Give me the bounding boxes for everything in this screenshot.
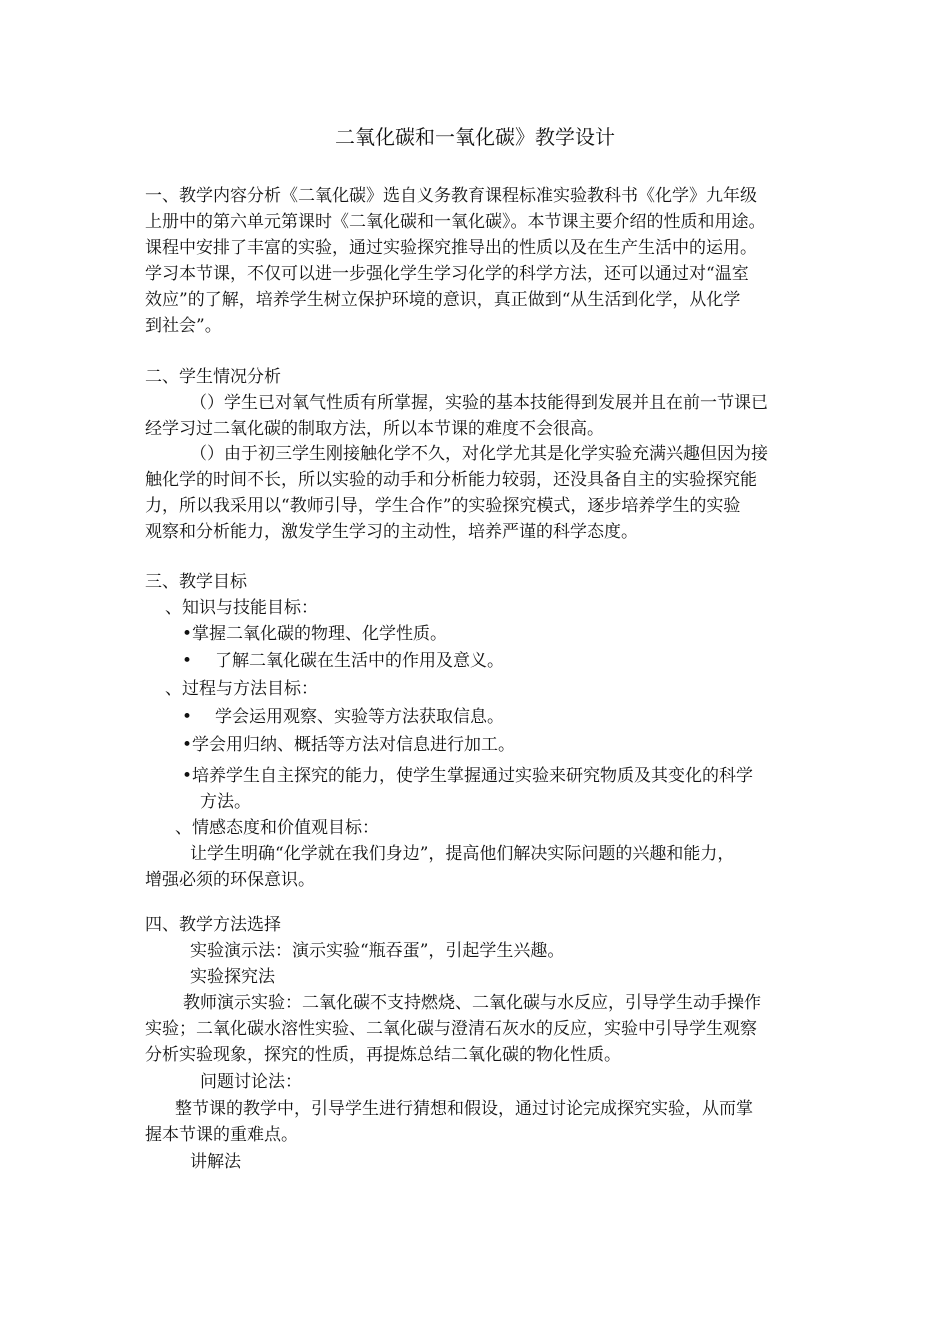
method-discussion: 问题讨论法： xyxy=(200,1072,302,1092)
section1-line: 上册中的第六单元第课时《二氧化碳和一氧化碳》。本节课主要介绍的性质和用途。 xyxy=(145,212,766,232)
list-item-continuation: 方法。 xyxy=(200,792,251,812)
list-item: •培养学生自主探究的能力，使学生掌握通过实验来研究物质及其变化的科学 xyxy=(182,766,754,786)
list-item: •学会用归纳、概括等方法对信息进行加工。 xyxy=(182,735,516,755)
section2-paragraph-line: 经学习过二氧化碳的制取方法，所以本节课的难度不会很高。 xyxy=(145,419,604,439)
paragraph-line: 增强必须的环保意识。 xyxy=(145,870,315,890)
section2-paragraph-line: 触化学的时间不长，所以实验的动手和分析能力较弱，还没具备自主的实验探究能 xyxy=(145,470,757,490)
paragraph-line: 整节课的教学中，引导学生进行猜想和假设，通过讨论完成探究实验，从而掌 xyxy=(175,1099,753,1119)
list-item: 了解二氧化碳在生活中的作用及意义。 xyxy=(215,651,504,671)
section3-heading: 三、教学目标 xyxy=(145,572,247,592)
section2-paragraph-line: （）学生已对氧气性质有所掌握，实验的基本技能得到发展并且在前一节课已 xyxy=(190,393,768,413)
section1-line: 效应”的了解，培养学生树立保护环境的意识，真正做到“从生活到化学，从化学 xyxy=(145,290,741,310)
bullet: • xyxy=(182,707,193,727)
section1-line: 学习本节课，不仅可以进一步强化学生学习化学的科学方法，还可以通过对“温室 xyxy=(145,264,749,284)
method-explore: 实验探究法 xyxy=(190,967,275,987)
method-lecture: 讲解法 xyxy=(190,1152,241,1172)
knowledge-goals-heading: 、知识与技能目标： xyxy=(165,598,318,618)
section2-paragraph-line: 观察和分析能力，激发学生学习的主动性，培养严谨的科学态度。 xyxy=(145,522,638,542)
section4-heading: 四、教学方法选择 xyxy=(145,915,281,935)
section1-line: 一、教学内容分析《二氧化碳》选自义务教育课程标准实验教科书《化学》九年级 xyxy=(145,186,757,206)
list-item: •掌握二氧化碳的物理、化学性质。 xyxy=(182,624,448,644)
paragraph-line: 分析实验现象，探究的性质，再提炼总结二氧化碳的物化性质。 xyxy=(145,1045,621,1065)
document-title: 二氧化碳和一氧化碳》教学设计 xyxy=(335,125,615,149)
section2-paragraph-line: （）由于初三学生刚接触化学不久，对化学尤其是化学实验充满兴趣但因为接 xyxy=(190,444,768,464)
paragraph-line: 教师演示实验：二氧化碳不支持燃烧、二氧化碳与水反应，引导学生动手操作 xyxy=(183,993,761,1013)
bullet: • xyxy=(182,651,193,671)
method-demo: 实验演示法：演示实验“瓶吞蛋”，引起学生兴趣。 xyxy=(190,941,565,961)
section2-paragraph-line: 力，所以我采用以“教师引导，学生合作”的实验探究模式，逐步培养学生的实验 xyxy=(145,496,741,516)
process-goals-heading: 、过程与方法目标： xyxy=(165,679,318,699)
section1-line: 到社会”。 xyxy=(145,316,222,336)
section1-line: 课程中安排了丰富的实验，通过实验探究推导出的性质以及在生产生活中的运用。 xyxy=(145,238,757,258)
paragraph-line: 实验；二氧化碳水溶性实验、二氧化碳与澄清石灰水的反应，实验中引导学生观察 xyxy=(145,1019,757,1039)
list-item: 学会运用观察、实验等方法获取信息。 xyxy=(215,707,504,727)
paragraph-line: 握本节课的重难点。 xyxy=(145,1125,298,1145)
section2-heading: 二、学生情况分析 xyxy=(145,367,281,387)
paragraph-line: 让学生明确“化学就在我们身边”，提高他们解决实际问题的兴趣和能力， xyxy=(190,844,735,864)
emotion-goals-heading: 、情感态度和价值观目标： xyxy=(175,818,379,838)
